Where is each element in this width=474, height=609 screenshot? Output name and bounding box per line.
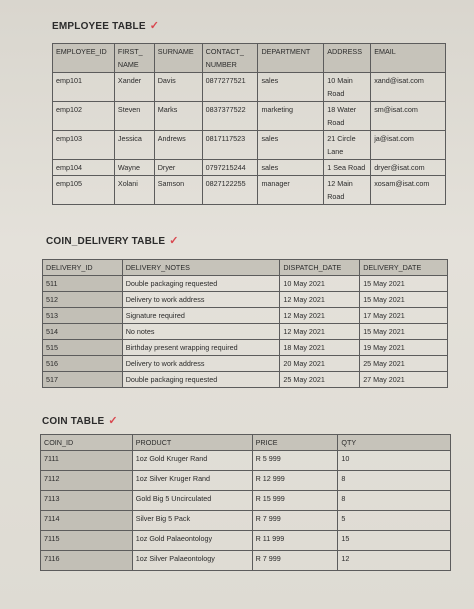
table-cell: xand@isat.com (371, 73, 446, 102)
table-cell: 10 (338, 451, 451, 471)
table-cell: 7116 (41, 551, 133, 571)
table-cell: 15 May 2021 (360, 292, 448, 308)
table-cell: Delivery to work address (122, 356, 280, 372)
coin-title-text: COIN TABLE (42, 416, 105, 427)
table-cell: 8 (338, 491, 451, 511)
table-row (43, 340, 448, 356)
column-header: EMAIL (371, 44, 446, 73)
table-cell: 18 May 2021 (280, 340, 360, 356)
table-cell: 0817117523 (202, 131, 258, 160)
table-cell: 10 May 2021 (280, 276, 360, 292)
table-cell: 25 May 2021 (280, 372, 360, 388)
table-cell: R 5 999 (252, 451, 338, 471)
table-cell: sales (258, 73, 324, 102)
table-cell: Steven (114, 102, 154, 131)
column-header: COIN_ID (41, 435, 133, 451)
table-cell: R 11 999 (252, 531, 338, 551)
table-cell: emp102 (53, 102, 115, 131)
table-cell: Xander (114, 73, 154, 102)
table-cell: Marks (154, 102, 202, 131)
table-cell: 12 (338, 551, 451, 571)
column-header: QTY (338, 435, 451, 451)
table-row (43, 324, 448, 340)
column-header: DELIVERY_ID (43, 260, 123, 276)
table-cell: Double packaging requested (122, 276, 280, 292)
table-cell: 515 (43, 340, 123, 356)
table-cell: emp104 (53, 160, 115, 176)
table-cell: Birthday present wrapping required (122, 340, 280, 356)
table-cell: 1oz Silver Palaeontology (132, 551, 252, 571)
table-row (41, 551, 451, 571)
table-cell: Xolani (114, 176, 154, 205)
delivery-title-text: COIN_DELIVERY TABLE (46, 236, 166, 247)
column-header: SURNAME (154, 44, 202, 73)
table-cell: Signature required (122, 308, 280, 324)
column-header: EMPLOYEE_ID (53, 44, 115, 73)
table-cell: 7115 (41, 531, 133, 551)
table-cell: 15 May 2021 (360, 276, 448, 292)
table-cell: No notes (122, 324, 280, 340)
column-header: PRICE (252, 435, 338, 451)
check-mark-icon: ✓ (108, 415, 118, 427)
table-cell: R 7 999 (252, 551, 338, 571)
table-row (43, 292, 448, 308)
column-header: DELIVERY_DATE (360, 260, 448, 276)
coin-header-row (41, 435, 451, 451)
table-cell: 1oz Gold Palaeontology (132, 531, 252, 551)
table-row (41, 531, 451, 551)
table-cell: manager (258, 176, 324, 205)
table-cell: Andrews (154, 131, 202, 160)
check-mark-icon: ✓ (149, 20, 160, 32)
table-cell: 7112 (41, 471, 133, 491)
table-cell: 12 May 2021 (280, 292, 360, 308)
table-cell: Davis (154, 73, 202, 102)
column-header: DEPARTMENT (258, 44, 324, 73)
table-cell: Wayne (114, 160, 154, 176)
table-cell: 10 Main Road (324, 73, 371, 102)
table-cell: 17 May 2021 (360, 308, 448, 324)
table-cell: marketing (258, 102, 324, 131)
table-row (41, 471, 451, 491)
table-cell: Double packaging requested (122, 372, 280, 388)
table-cell: sm@isat.com (371, 102, 446, 131)
table-cell: Samson (154, 176, 202, 205)
table-cell: 0877277521 (202, 73, 258, 102)
table-row (53, 131, 446, 160)
table-cell: 12 Main Road (324, 176, 371, 205)
table-cell: Silver Big 5 Pack (132, 511, 252, 531)
table-cell: 27 May 2021 (360, 372, 448, 388)
table-cell: 1oz Silver Kruger Rand (132, 471, 252, 491)
table-cell: ja@isat.com (371, 131, 446, 160)
table-row (43, 372, 448, 388)
table-row (41, 491, 451, 511)
table-cell: Gold Big 5 Uncirculated (132, 491, 252, 511)
table-cell: 0797215244 (202, 160, 258, 176)
table-cell: 7113 (41, 491, 133, 511)
table-row (53, 160, 446, 176)
table-cell: sales (258, 160, 324, 176)
table-cell: 516 (43, 356, 123, 372)
table-cell: 1oz Gold Kruger Rand (132, 451, 252, 471)
table-cell: Dryer (154, 160, 202, 176)
table-cell: 514 (43, 324, 123, 340)
table-cell: 15 (338, 531, 451, 551)
delivery-table (42, 259, 448, 388)
table-cell: R 7 999 (252, 511, 338, 531)
column-header: DELIVERY_NOTES (122, 260, 280, 276)
table-cell: dryer@isat.com (371, 160, 446, 176)
table-cell: 7111 (41, 451, 133, 471)
table-cell: 12 May 2021 (280, 324, 360, 340)
table-cell: Delivery to work address (122, 292, 280, 308)
table-cell: emp101 (53, 73, 115, 102)
column-header: DISPATCH_DATE (280, 260, 360, 276)
employee-table (52, 43, 446, 205)
table-row (43, 356, 448, 372)
check-mark-icon: ✓ (169, 235, 179, 247)
table-cell: 12 May 2021 (280, 308, 360, 324)
table-row (43, 308, 448, 324)
column-header: CONTACT_ NUMBER (202, 44, 258, 73)
table-row (53, 176, 446, 205)
table-row (53, 73, 446, 102)
table-cell: xosam@isat.com (371, 176, 446, 205)
table-cell: sales (258, 131, 324, 160)
coin-table-title (42, 414, 118, 427)
table-row (41, 451, 451, 471)
table-cell: Jessica (114, 131, 154, 160)
table-cell: 0827122255 (202, 176, 258, 205)
table-cell: 15 May 2021 (360, 324, 448, 340)
delivery-header-row (43, 260, 448, 276)
table-cell: 20 May 2021 (280, 356, 360, 372)
coin-table (40, 434, 451, 571)
column-header: PRODUCT (132, 435, 252, 451)
employee-table-title (52, 19, 159, 32)
table-cell: R 12 999 (252, 471, 338, 491)
employee-header-row (53, 44, 446, 73)
table-cell: 1 Sea Road (324, 160, 371, 176)
table-cell: 0837377522 (202, 102, 258, 131)
table-cell: emp103 (53, 131, 115, 160)
table-row (43, 276, 448, 292)
table-cell: 18 Water Road (324, 102, 371, 131)
table-cell: 513 (43, 308, 123, 324)
table-cell: 5 (338, 511, 451, 531)
table-cell: 21 Circle Lane (324, 131, 371, 160)
table-cell: 517 (43, 372, 123, 388)
table-cell: R 15 999 (252, 491, 338, 511)
table-row (41, 511, 451, 531)
table-cell: 8 (338, 471, 451, 491)
column-header: ADDRESS (324, 44, 371, 73)
table-cell: 7114 (41, 511, 133, 531)
table-cell: 19 May 2021 (360, 340, 448, 356)
employee-title-text: EMPLOYEE TABLE (52, 21, 146, 32)
delivery-table-title (46, 234, 179, 247)
table-cell: 511 (43, 276, 123, 292)
table-cell: 512 (43, 292, 123, 308)
table-row (53, 102, 446, 131)
column-header: FIRST_ NAME (114, 44, 154, 73)
table-cell: emp105 (53, 176, 115, 205)
table-cell: 25 May 2021 (360, 356, 448, 372)
